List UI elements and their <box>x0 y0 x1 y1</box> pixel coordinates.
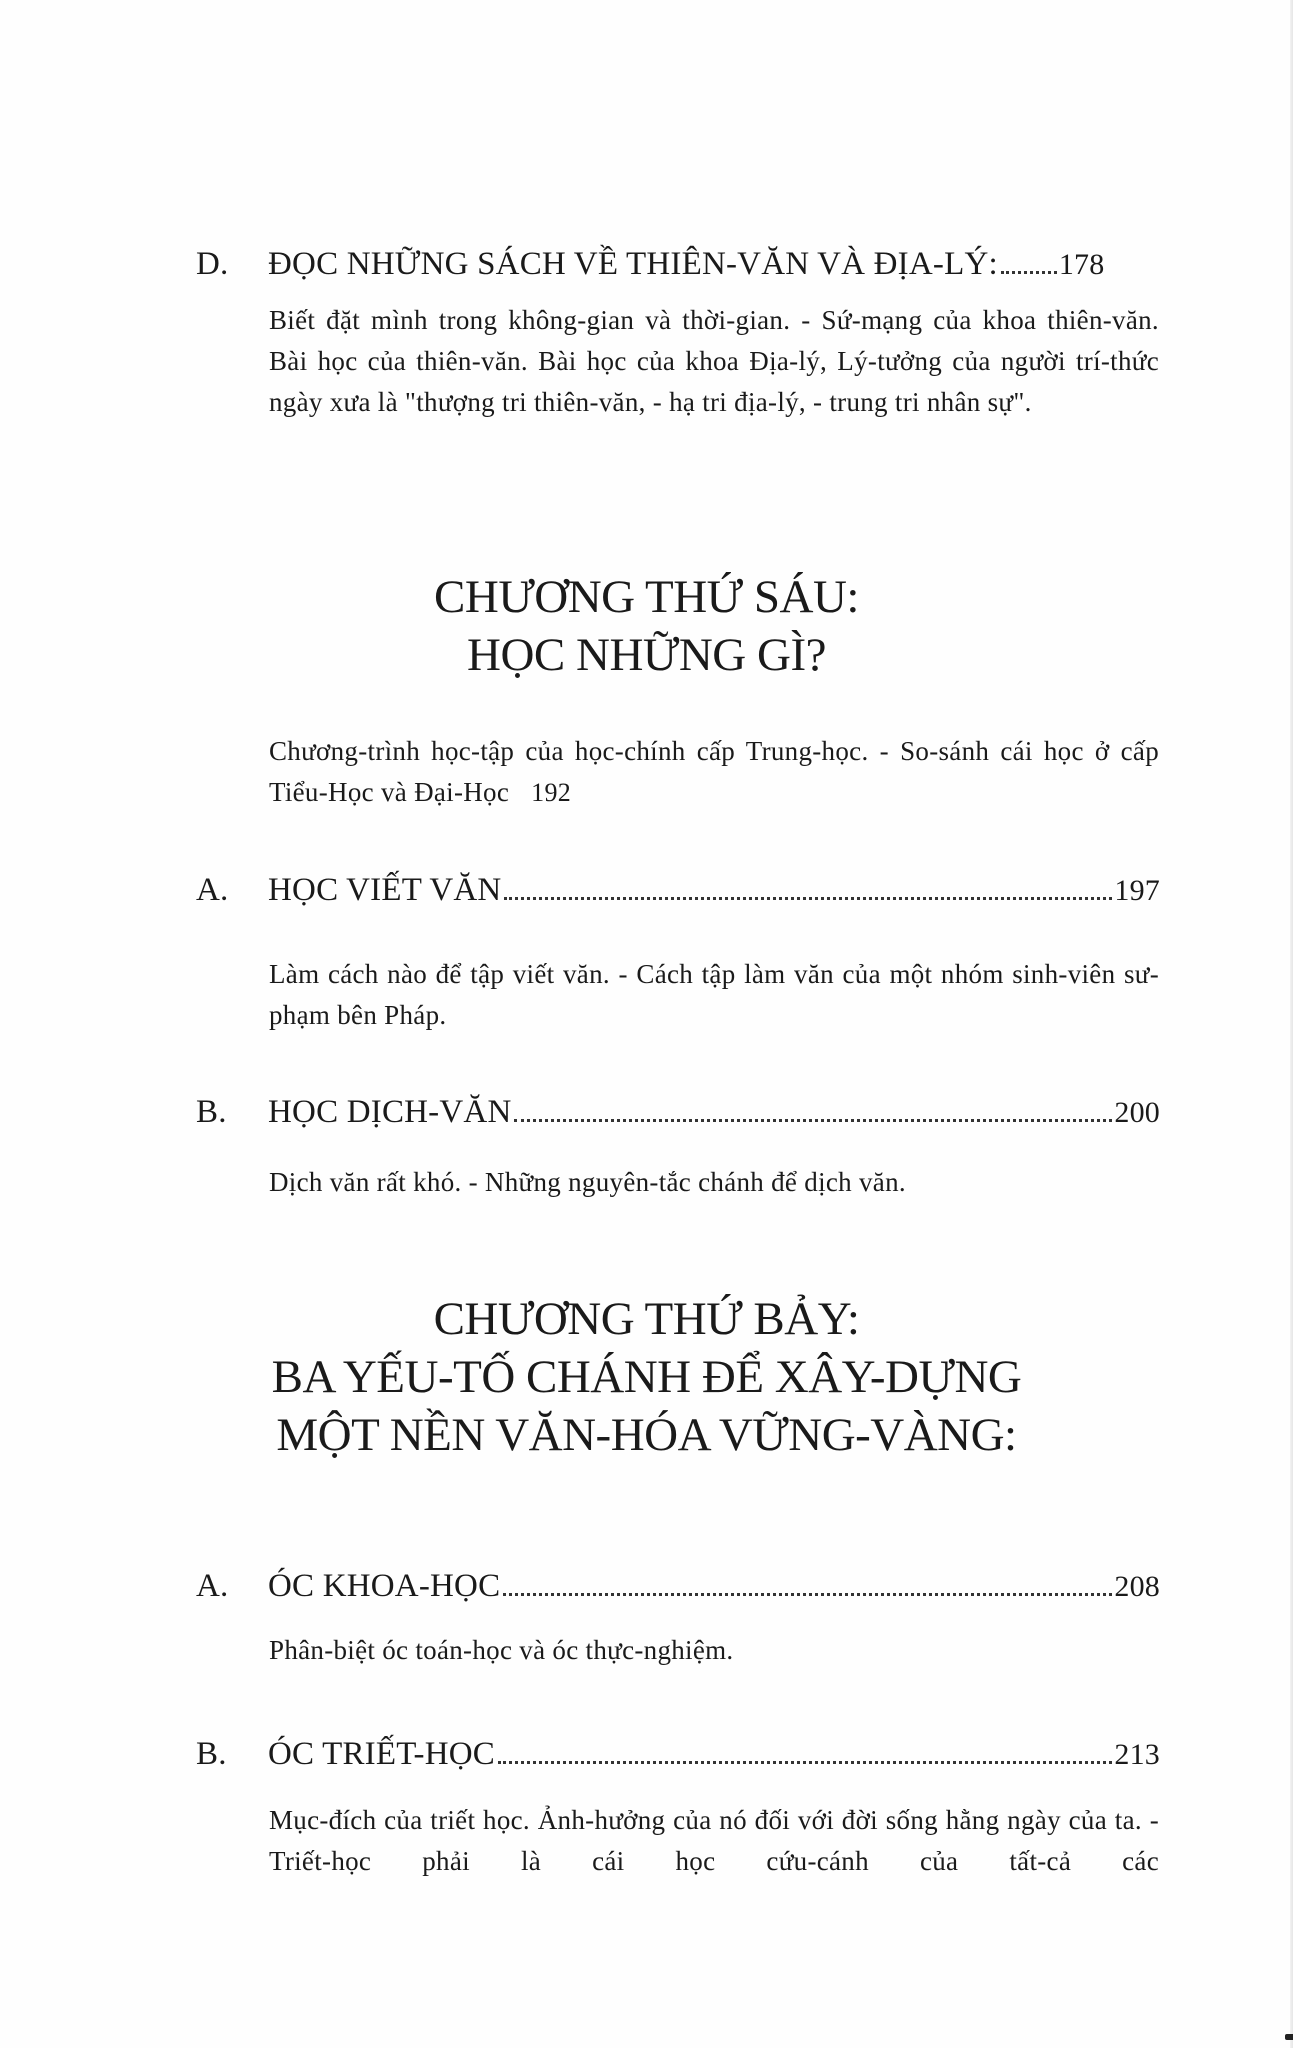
entry-letter: A. <box>196 872 229 908</box>
entry-title: ĐỌC NHỮNG SÁCH VỀ THIÊN-VĂN VÀ ĐỊA-LÝ: <box>268 246 998 282</box>
entry-description: Mục-đích của triết học. Ảnh-hưởng của nó đối với đời sống hằng ngày của ta. - Triết-học phải là cái học cứu-cánh của tất-cả các <box>269 1805 1159 1876</box>
entry-letter: B. <box>196 1736 227 1772</box>
entry-page-number: 213 <box>1114 1738 1160 1771</box>
dot-leader <box>514 1119 1112 1122</box>
chapter-seven-title-line1: CHƯƠNG THỨ BẢY: <box>433 1293 860 1345</box>
entry-page-number: 208 <box>1114 1570 1160 1603</box>
toc-entry-oc-khoa-hoc <box>196 1568 1160 1605</box>
entry-title: HỌC DỊCH-VĂN <box>268 1094 512 1130</box>
toc-entry-hoc-viet-van <box>196 872 1160 909</box>
entry-description: Biết đặt mình trong không-gian và thời-gian. - Sứ-mạng của khoa thiên-văn. Bài học của thiên-văn. Bài học của khoa Địa-lý, Lý-tưởng của người trí-thức ngày xưa là "thượng tri thiên-văn, - hạ tri địa-lý, - trung tri nhân sự". <box>269 305 1159 417</box>
entry-page-number: 178 <box>1058 248 1105 281</box>
entry-title: ÓC KHOA-HỌC <box>268 1568 501 1604</box>
entry-title: ÓC TRIẾT-HỌC <box>268 1736 496 1772</box>
chapter-six-heading <box>0 568 1293 684</box>
entry-letter: A. <box>196 1568 229 1604</box>
toc-entry-hoc-dich-van <box>196 1094 1160 1131</box>
entry-description: Phân-biệt óc toán-học và óc thực-nghiệm. <box>269 1635 734 1665</box>
entry-description: Dịch văn rất khó. - Những nguyên-tắc chánh để dịch văn. <box>269 1167 906 1197</box>
dot-leader <box>498 1761 1112 1764</box>
chapter-seven-title-line3: MỘT NỀN VĂN-HÓA VỮNG-VÀNG: <box>276 1409 1017 1461</box>
dot-leader <box>504 897 1112 900</box>
entry-description: Làm cách nào để tập viết văn. - Cách tập làm văn của một nhóm sinh-viên sư-phạm bên Pháp. <box>269 959 1159 1030</box>
entry-page-number: 200 <box>1114 1096 1160 1129</box>
toc-entry-oc-triet-hoc <box>196 1736 1160 1773</box>
entry-title: HỌC VIẾT VĂN <box>268 872 502 908</box>
chapter-six-intro-text: Chương-trình học-tập của học-chính cấp Trung-học. - So-sánh cái học ở cấp Tiểu-Học và Đại-Học <box>269 736 1159 807</box>
dot-leader <box>503 1593 1112 1596</box>
chapter-seven-title-line2: BA YẾU-TỐ CHÁNH ĐỂ XÂY-DỰNG <box>271 1351 1022 1403</box>
dot-leader <box>1001 271 1057 274</box>
chapter-six-title-line1: CHƯƠNG THỨ SÁU: <box>434 571 859 623</box>
entry-letter: D. <box>196 246 229 282</box>
scan-edge-mark <box>1285 2034 1293 2040</box>
entry-page-number: 197 <box>1114 874 1160 907</box>
chapter-six-title-line2: HỌC NHỮNG GÌ? <box>467 629 826 681</box>
entry-letter: B. <box>196 1094 227 1130</box>
toc-entry-thien-van-dia-ly <box>196 246 1160 283</box>
chapter-six-intro <box>269 731 1159 813</box>
chapter-seven-heading <box>0 1290 1293 1464</box>
chapter-six-intro-page: 192 <box>531 778 572 807</box>
